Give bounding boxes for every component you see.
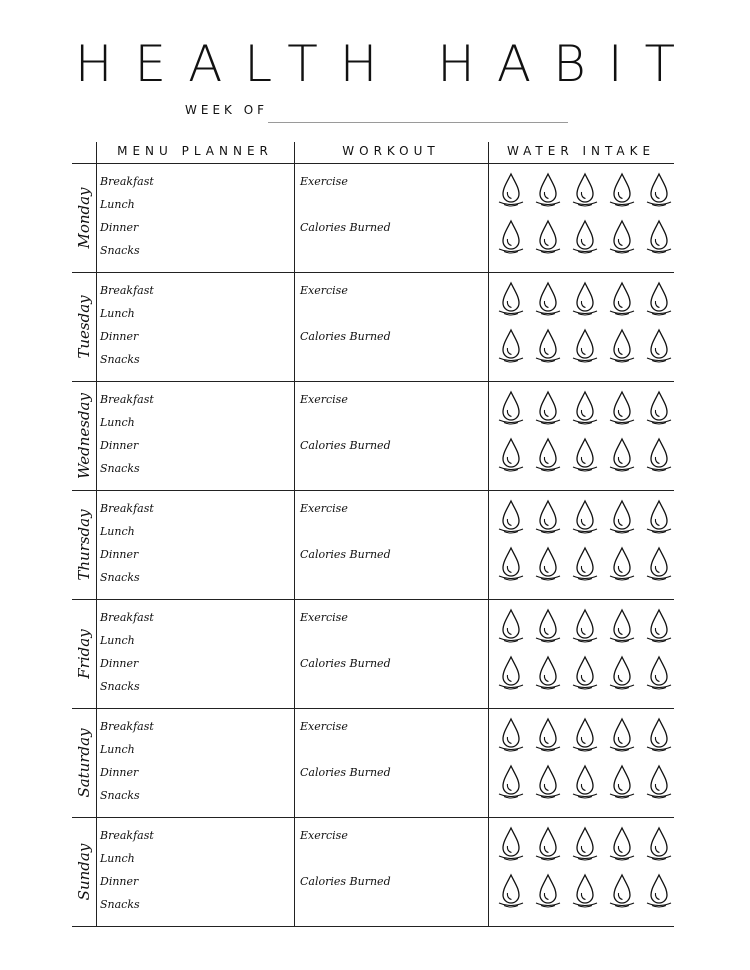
water-drop-icon[interactable]: [570, 389, 600, 429]
day-label: [72, 817, 96, 926]
day-label: [72, 381, 96, 490]
meal-label-snacks[interactable]: Snacks: [100, 571, 140, 584]
exercise-label[interactable]: Exercise: [300, 829, 348, 842]
water-drop-icon[interactable]: [644, 872, 674, 912]
water-drop-icon[interactable]: [607, 327, 637, 367]
meal-label-dinner[interactable]: Dinner: [100, 875, 139, 888]
day-row-friday: [72, 599, 674, 708]
exercise-label[interactable]: Exercise: [300, 720, 348, 733]
water-drop-icon[interactable]: [607, 280, 637, 320]
water-drop-icon[interactable]: [496, 171, 526, 211]
meal-label-breakfast[interactable]: Breakfast: [100, 502, 154, 515]
exercise-label[interactable]: Exercise: [300, 611, 348, 624]
water-drop-icon[interactable]: [570, 872, 600, 912]
meal-label-snacks[interactable]: Snacks: [100, 789, 140, 802]
divider-workout-column: [488, 142, 489, 926]
water-drop-icon[interactable]: [496, 327, 526, 367]
water-drop-icon[interactable]: [570, 716, 600, 756]
water-drop-icon[interactable]: [496, 218, 526, 258]
exercise-label[interactable]: Exercise: [300, 393, 348, 406]
water-intake-header: WATER INTAKE: [506, 144, 656, 158]
water-drop-icon[interactable]: [644, 654, 674, 694]
water-drop-icon[interactable]: [533, 498, 563, 538]
water-drop-icon[interactable]: [607, 654, 637, 694]
page-title: HEALTH HABIT: [74, 35, 698, 93]
day-name: Tuesday: [75, 294, 93, 359]
meal-label-breakfast[interactable]: Breakfast: [100, 175, 154, 188]
meal-label-lunch[interactable]: Lunch: [100, 634, 135, 647]
calories-burned-label[interactable]: Calories Burned: [300, 657, 391, 670]
water-drop-icon[interactable]: [644, 498, 674, 538]
exercise-label[interactable]: Exercise: [300, 284, 348, 297]
meal-label-dinner[interactable]: Dinner: [100, 330, 139, 343]
calories-burned-label[interactable]: Calories Burned: [300, 875, 391, 888]
calories-burned-label[interactable]: Calories Burned: [300, 330, 391, 343]
day-row-tuesday: [72, 272, 674, 381]
row-divider: [72, 708, 674, 709]
exercise-label[interactable]: Exercise: [300, 502, 348, 515]
water-drop-icon[interactable]: [570, 654, 600, 694]
divider-day-column: [96, 142, 97, 926]
calories-burned-label[interactable]: Calories Burned: [300, 548, 391, 561]
water-drop-icon[interactable]: [644, 327, 674, 367]
water-drop-icon[interactable]: [533, 327, 563, 367]
row-divider: [72, 490, 674, 491]
water-drop-icon[interactable]: [644, 436, 674, 476]
water-drop-icon[interactable]: [644, 825, 674, 865]
meal-label-snacks[interactable]: Snacks: [100, 244, 140, 257]
meal-label-dinner[interactable]: Dinner: [100, 439, 139, 452]
water-drop-icon[interactable]: [644, 607, 674, 647]
water-drop-icon[interactable]: [533, 872, 563, 912]
water-drop-icon[interactable]: [570, 436, 600, 476]
menu-planner-header: MENU PLANNER: [117, 144, 273, 158]
water-drop-icon[interactable]: [533, 607, 563, 647]
calories-burned-label[interactable]: Calories Burned: [300, 766, 391, 779]
meal-label-breakfast[interactable]: Breakfast: [100, 284, 154, 297]
water-drop-icon[interactable]: [533, 171, 563, 211]
meal-label-snacks[interactable]: Snacks: [100, 462, 140, 475]
day-label: [72, 163, 96, 272]
water-drop-icon[interactable]: [496, 872, 526, 912]
meal-label-breakfast[interactable]: Breakfast: [100, 611, 154, 624]
day-row-monday: [72, 163, 674, 272]
day-name: Friday: [75, 628, 93, 679]
water-drop-icon[interactable]: [533, 436, 563, 476]
water-drop-icon[interactable]: [570, 545, 600, 585]
planner-table: [72, 142, 674, 928]
row-divider: [72, 272, 674, 273]
water-drop-icon[interactable]: [570, 498, 600, 538]
water-drop-icon[interactable]: [607, 545, 637, 585]
day-name: Monday: [75, 186, 93, 249]
water-drop-icon[interactable]: [533, 763, 563, 803]
divider-menu-column: [294, 142, 295, 926]
day-label: [72, 708, 96, 817]
meal-label-lunch[interactable]: Lunch: [100, 852, 135, 865]
day-label: [72, 599, 96, 708]
week-of-field[interactable]: [268, 122, 568, 123]
water-drop-icon[interactable]: [607, 872, 637, 912]
meal-label-dinner[interactable]: Dinner: [100, 548, 139, 561]
water-drop-icon[interactable]: [607, 825, 637, 865]
exercise-label[interactable]: Exercise: [300, 175, 348, 188]
water-drop-icon[interactable]: [607, 763, 637, 803]
workout-header: WORKOUT: [342, 144, 440, 158]
day-name: Saturday: [75, 727, 93, 798]
water-drop-icon[interactable]: [496, 280, 526, 320]
day-name: Sunday: [75, 843, 93, 900]
day-name: Wednesday: [75, 392, 93, 479]
day-name: Thursday: [75, 508, 93, 581]
water-drop-icon[interactable]: [533, 654, 563, 694]
day-label: [72, 490, 96, 599]
row-divider: [72, 381, 674, 382]
water-drop-icon[interactable]: [570, 171, 600, 211]
water-drop-icon[interactable]: [607, 436, 637, 476]
water-drop-icon[interactable]: [644, 218, 674, 258]
water-drop-icon[interactable]: [496, 389, 526, 429]
water-drop-icon[interactable]: [533, 218, 563, 258]
meal-label-dinner[interactable]: Dinner: [100, 766, 139, 779]
water-drop-icon[interactable]: [644, 389, 674, 429]
water-drop-icon[interactable]: [533, 825, 563, 865]
day-row-thursday: [72, 490, 674, 599]
meal-label-lunch[interactable]: Lunch: [100, 198, 135, 211]
calories-burned-label[interactable]: Calories Burned: [300, 221, 391, 234]
water-drop-icon[interactable]: [644, 280, 674, 320]
water-drop-icon[interactable]: [496, 498, 526, 538]
day-row-wednesday: [72, 381, 674, 490]
meal-label-lunch[interactable]: Lunch: [100, 416, 135, 429]
water-drop-icon[interactable]: [496, 763, 526, 803]
water-drop-icon[interactable]: [607, 218, 637, 258]
week-of-label: WEEK OF: [185, 103, 269, 117]
water-drop-icon[interactable]: [496, 545, 526, 585]
water-drop-icon[interactable]: [644, 545, 674, 585]
day-label: [72, 272, 96, 381]
water-drop-icon[interactable]: [570, 763, 600, 803]
calories-burned-label[interactable]: Calories Burned: [300, 439, 391, 452]
row-divider: [72, 599, 674, 600]
water-drop-icon[interactable]: [607, 171, 637, 211]
water-drop-icon[interactable]: [533, 280, 563, 320]
water-drop-icon[interactable]: [644, 716, 674, 756]
meal-label-breakfast[interactable]: Breakfast: [100, 720, 154, 733]
water-drop-icon[interactable]: [496, 825, 526, 865]
meal-label-snacks[interactable]: Snacks: [100, 680, 140, 693]
water-drop-icon[interactable]: [607, 716, 637, 756]
day-row-saturday: [72, 708, 674, 817]
day-row-sunday: [72, 817, 674, 926]
meal-label-dinner[interactable]: Dinner: [100, 221, 139, 234]
water-drop-icon[interactable]: [533, 389, 563, 429]
row-divider: [72, 926, 674, 927]
meal-label-breakfast[interactable]: Breakfast: [100, 829, 154, 842]
meal-label-lunch[interactable]: Lunch: [100, 307, 135, 320]
water-drop-icon[interactable]: [570, 607, 600, 647]
water-drop-icon[interactable]: [607, 607, 637, 647]
water-drop-icon[interactable]: [496, 716, 526, 756]
row-divider: [72, 817, 674, 818]
meal-label-lunch[interactable]: Lunch: [100, 743, 135, 756]
water-drop-icon[interactable]: [570, 825, 600, 865]
water-drop-icon[interactable]: [533, 716, 563, 756]
meal-label-dinner[interactable]: Dinner: [100, 657, 139, 670]
water-drop-icon[interactable]: [570, 327, 600, 367]
water-drop-icon[interactable]: [644, 171, 674, 211]
water-drop-icon[interactable]: [607, 389, 637, 429]
meal-label-breakfast[interactable]: Breakfast: [100, 393, 154, 406]
water-drop-icon[interactable]: [570, 280, 600, 320]
water-drop-icon[interactable]: [496, 607, 526, 647]
water-drop-icon[interactable]: [644, 763, 674, 803]
water-drop-icon[interactable]: [496, 654, 526, 694]
meal-label-snacks[interactable]: Snacks: [100, 353, 140, 366]
water-drop-icon[interactable]: [607, 498, 637, 538]
row-divider: [72, 163, 674, 164]
water-drop-icon[interactable]: [496, 436, 526, 476]
water-drop-icon[interactable]: [533, 545, 563, 585]
meal-label-lunch[interactable]: Lunch: [100, 525, 135, 538]
meal-label-snacks[interactable]: Snacks: [100, 898, 140, 911]
water-drop-icon[interactable]: [570, 218, 600, 258]
